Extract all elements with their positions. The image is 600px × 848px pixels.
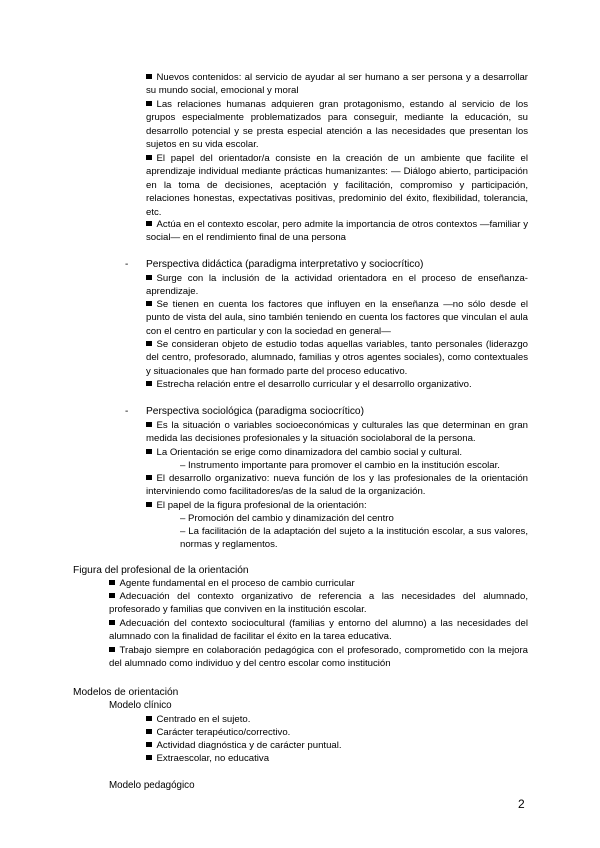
- list-item: Surge con la inclusión de la actividad orientadora en el proceso de enseñanza-aprendizaje.: [146, 273, 528, 298]
- sub-list-item: – Promoción del cambio y dinamización del centro: [180, 513, 394, 524]
- square-bullet-icon: [146, 716, 152, 722]
- square-bullet-icon: [109, 620, 115, 626]
- section-heading-didactica: Perspectiva didáctica (paradigma interpretativo y sociocrítico): [146, 259, 424, 270]
- square-bullet-icon: [146, 755, 152, 761]
- section-heading-figura: Figura del profesional de la orientación: [73, 565, 249, 576]
- list-item: Actividad diagnóstica y de carácter puntual.: [146, 739, 528, 752]
- list-item: El papel de la figura profesional de la orientación:: [146, 499, 528, 512]
- list-item: La Orientación se erige como dinamizadora del cambio social y cultural.: [146, 446, 528, 459]
- list-item: Extraescolar, no educativa: [146, 752, 528, 765]
- square-bullet-icon: [109, 647, 115, 653]
- list-item: El papel del orientador/a consiste en la creación de un ambiente que facilite el aprendizaje individual mediante prácticas humanizantes: — Diálogo abierto, participación en la toma de decisiones, aceptación y facilitación, compromiso y participación, relaciones honestas, expectativas positivas, predominio del éxito, flexibilidad, tolerancia, etc.: [146, 153, 528, 218]
- list-item: Carácter terapéutico/correctivo.: [146, 726, 528, 739]
- subheading-modelo-pedagogico: Modelo pedagógico: [109, 780, 195, 791]
- list-item: Estrecha relación entre el desarrollo curricular y el desarrollo organizativo.: [146, 378, 528, 391]
- square-bullet-icon: [146, 221, 152, 227]
- sub-list-item: – Instrumento importante para promover el cambio en la institución escolar.: [180, 460, 500, 471]
- list-item: Adecuación del contexto organizativo de referencia a las necesidades del alumnado, profesorado y familias que conviven en la institución escolar.: [109, 591, 528, 616]
- list-item: Las relaciones humanas adquieren gran protagonismo, estando al servicio de los grupos especialmente problematizados para conseguir, mediante la educación, su desarrollo potencial y se presta especial atención a las necesidades que presentan los sujetos en su vida escolar.: [146, 99, 528, 151]
- sub-list-item: – La facilitación de la adaptación del sujeto a la institución escolar, a sus valores, normas y reglamentos.: [180, 526, 528, 551]
- dash-marker: -: [125, 259, 129, 270]
- list-item: Nuevos contenidos: al servicio de ayudar al ser humano a ser persona y a desarrollar su mundo social, emocional y moral: [146, 72, 528, 97]
- list-item: Se consideran objeto de estudio todas aquellas variables, tanto personales (liderazgo del centro, profesorado, alumnado, familias y otros agentes sociales), como contextuales y situacionales que han formado parte del proceso educativo.: [146, 339, 528, 377]
- list-item: Centrado en el sujeto.: [146, 713, 528, 726]
- list-item: Adecuación del contexto sociocultural (familias y entorno del alumno) a las necesidades del alumnado con la finalidad de facilitar el éxito en la tarea educativa.: [109, 618, 528, 643]
- square-bullet-icon: [146, 422, 152, 428]
- list-item: Es la situación o variables socioeconómicas y culturales las que determinan en gran medida las decisiones profesionales y la situación sociolaboral de la persona.: [146, 420, 528, 445]
- square-bullet-icon: [109, 580, 115, 586]
- square-bullet-icon: [146, 502, 152, 508]
- square-bullet-icon: [146, 301, 152, 307]
- list-item: El desarrollo organizativo: nueva función de los y las profesionales de la orientación interviniendo como facilitadores/as de la salud de la organización.: [146, 473, 528, 498]
- list-item: Trabajo siempre en colaboración pedagógica con el profesorado, comprometido con la mejora del alumnado como individuo y del centro escolar como institución: [109, 645, 528, 670]
- section-heading-modelos: Modelos de orientación: [73, 687, 179, 698]
- square-bullet-icon: [146, 341, 152, 347]
- list-item: Actúa en el contexto escolar, pero admite la importancia de otros contextos —familiar y social— en el rendimiento final de una persona: [146, 219, 528, 244]
- square-bullet-icon: [146, 449, 152, 455]
- square-bullet-icon: [146, 742, 152, 748]
- square-bullet-icon: [109, 593, 115, 599]
- square-bullet-icon: [146, 381, 152, 387]
- page-number: 2: [518, 797, 525, 811]
- list-item: Se tienen en cuenta los factores que influyen en la enseñanza —no sólo desde el punto de vista del aula, sino también teniendo en cuenta los factores que vinculan el aula con el centro en particular y con la sociedad en general—: [146, 299, 528, 337]
- square-bullet-icon: [146, 729, 152, 735]
- list-item: Agente fundamental en el proceso de cambio curricular: [109, 577, 528, 590]
- square-bullet-icon: [146, 475, 152, 481]
- square-bullet-icon: [146, 101, 152, 107]
- dash-marker: -: [125, 406, 129, 417]
- section-heading-sociologica: Perspectiva sociológica (paradigma sociocrítico): [146, 406, 364, 417]
- square-bullet-icon: [146, 155, 152, 161]
- square-bullet-icon: [146, 275, 152, 281]
- subheading-modelo-clinico: Modelo clínico: [109, 700, 172, 711]
- square-bullet-icon: [146, 74, 152, 80]
